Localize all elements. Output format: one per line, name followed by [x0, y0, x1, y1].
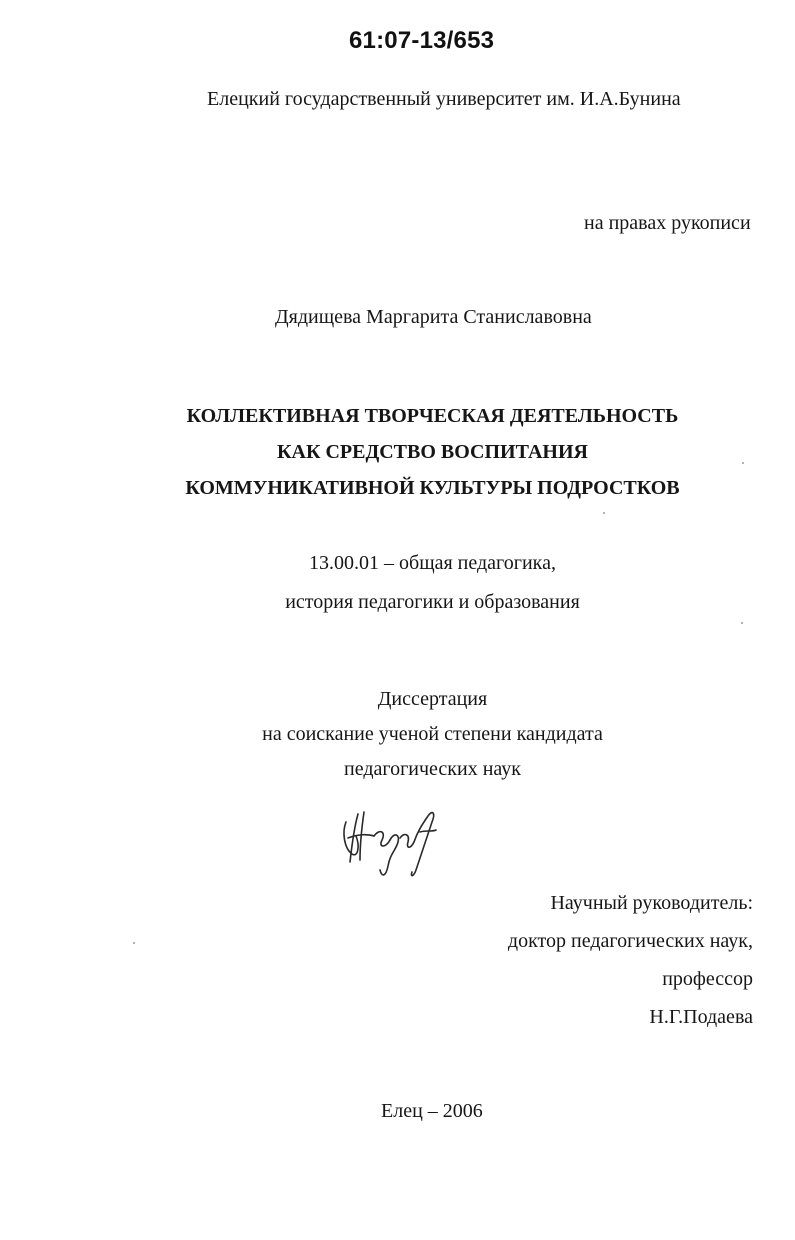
supervisor-label: Научный руководитель:: [550, 892, 753, 914]
degree-statement: [150, 682, 715, 787]
supervisor-rank: профессор: [662, 968, 753, 990]
specialty-line-2: история педагогики и образования: [285, 591, 580, 613]
place-and-year: Елец – 2006: [381, 1100, 483, 1122]
supervisor-info: [508, 884, 753, 1036]
scan-speck: [742, 462, 744, 464]
specialty-line-1: 13.00.01 – общая педагогика,: [309, 552, 556, 574]
degree-line-3: педагогических наук: [344, 758, 521, 780]
author-name: Дядищева Маргарита Станиславовна: [275, 306, 592, 328]
dissertation-title: [100, 398, 765, 506]
supervisor-name: Н.Г.Подаева: [649, 1006, 753, 1028]
title-line-3: КОММУНИКАТИВНОЙ КУЛЬТУРЫ ПОДРОСТКОВ: [185, 477, 680, 499]
manuscript-rights-note: на правах рукописи: [584, 212, 751, 234]
title-line-2: КАК СРЕДСТВО ВОСПИТАНИЯ: [277, 441, 588, 463]
supervisor-degree: доктор педагогических наук,: [507, 930, 753, 952]
scan-speck: [133, 942, 135, 944]
scan-speck: [741, 622, 743, 624]
scan-speck: [603, 512, 605, 514]
degree-line-2: на соискание ученой степени кандидата: [262, 723, 603, 745]
university-name: Елецкий государственный университет им. И.А.Бунина: [207, 88, 681, 110]
title-line-1: КОЛЛЕКТИВНАЯ ТВОРЧЕСКАЯ ДЕЯТЕЛЬНОСТЬ: [186, 405, 679, 427]
archive-stamp-code: 61:07-13/653: [349, 27, 495, 54]
specialty: [150, 544, 715, 622]
degree-line-1: Диссертация: [377, 688, 488, 710]
author-signature: [338, 792, 448, 884]
